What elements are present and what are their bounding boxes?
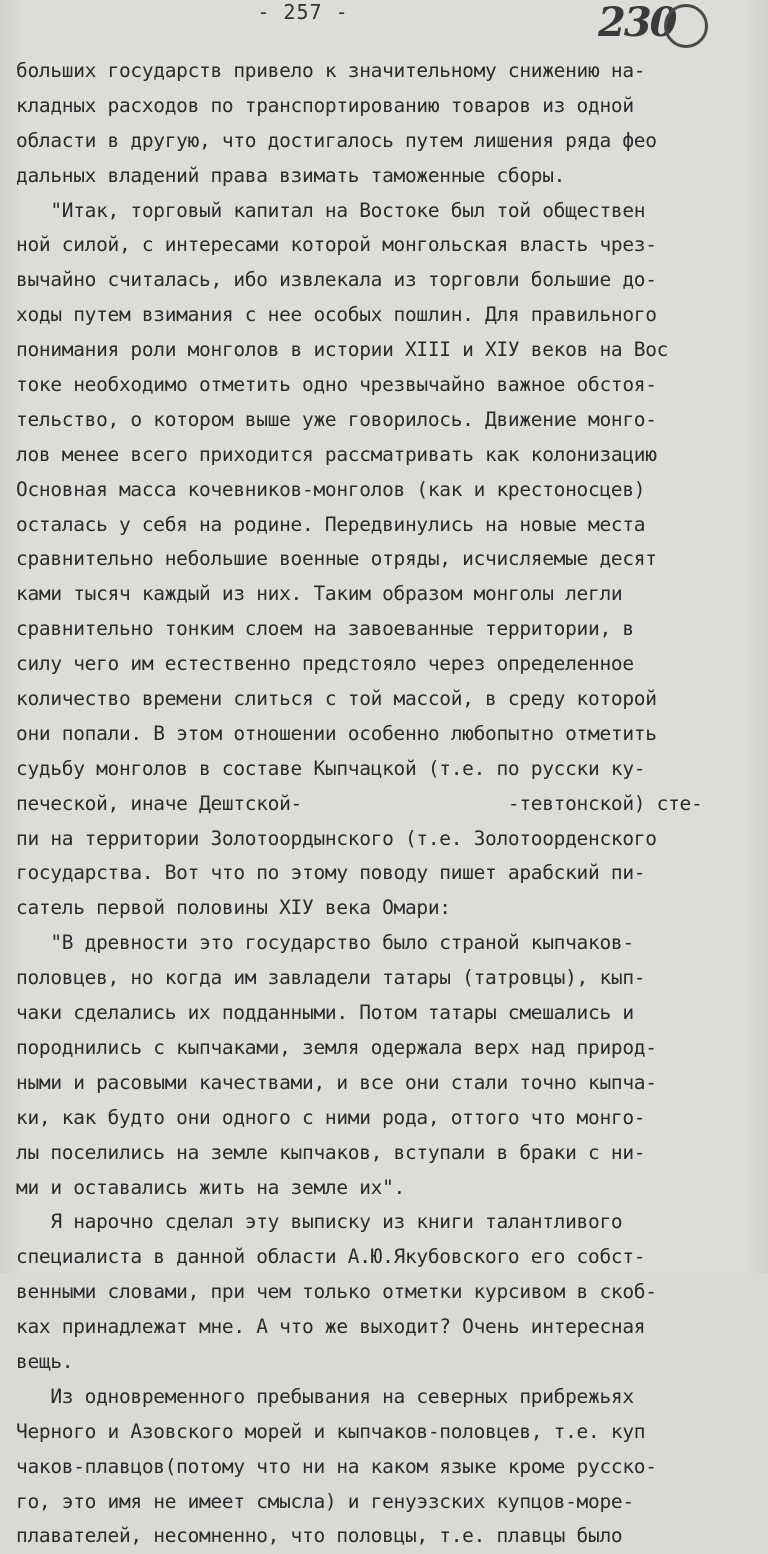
text-line: кладных расходов по транспортированию товаров из одной [16, 93, 634, 117]
text-line: лы поселились на земле кыпчаков, вступали в браки с ни- [16, 1140, 646, 1164]
text-line: сравнительно небольшие военные отряды, исчисляемые десят [16, 547, 657, 571]
text-line: чаки сделались их подданными. Потом татары смешались и [16, 1001, 634, 1025]
text-line: специалиста в данной области А.Ю.Якубовского его собст- [16, 1245, 646, 1269]
text-line: ходы путем взимания с нее особых пошлин. Для правильного [16, 303, 657, 327]
text-line: вещь. [16, 1349, 74, 1373]
archive-stamp-number [598, 0, 718, 46]
circle-mark-icon [664, 4, 708, 48]
text-line: больших государств привело к значительному снижению на- [16, 59, 646, 82]
text-line: ки, как будто они одного с ними рода, оттого что монго- [16, 1105, 646, 1129]
text-line: Я нарочно сделал эту выписку из книги талантливого [16, 1210, 623, 1234]
text-line: ными и расовыми качествами, и все они стали точно кыпча- [16, 1070, 657, 1094]
text-line: сатель первой половины XIУ века Омари: [16, 896, 451, 920]
page-number: - 257 - [257, 0, 349, 24]
text-line: сравнительно тонким слоем на завоеванные территории, в [16, 617, 634, 641]
text-line: дальных владений права взимать таможенные сборы. [16, 163, 566, 187]
text-line: ками тысяч каждый из них. Таким образом монголы легли [16, 582, 623, 606]
text-line: силу чего им естественно предстояло через определенное [16, 652, 634, 676]
text-line: пи на территории Золотоордынского (т.е. Золотоорденского [16, 826, 657, 850]
text-line: венными словами, при чем только отметки курсивом в скоб- [16, 1280, 657, 1304]
text-line: ках принадлежат мне. А что же выходит? Очень интересная [16, 1315, 646, 1339]
text-line: Основная масса кочевников-монголов (как и крестоносцев) [16, 477, 646, 501]
text-line: плавателей, несомненно, что половцы, т.е. плавцы было [16, 1524, 623, 1548]
text-line: половцев, но когда им завладели татары (татровцы), кып- [16, 966, 646, 990]
text-line: они попали. В этом отношении особенно любопытно отметить [16, 721, 657, 745]
typewritten-body [16, 54, 756, 1554]
text-line: понимания роли монголов в истории XIII и XIУ веков на Вос [16, 338, 669, 362]
text-line: "В древности это государство было страной кыпчаков- [16, 931, 634, 955]
text-line: лов менее всего приходится рассматривать как колонизацию [16, 442, 657, 466]
text-line: "Итак, торговый капитал на Востоке был той обществен [16, 198, 646, 222]
text-line: ной силой, с интересами которой монгольская власть чрез- [16, 233, 657, 257]
text-line: Черного и Азовского морей и кыпчаков-половцев, т.е. куп [16, 1419, 646, 1443]
text-line: судьбу монголов в составе Кыпчацкой (т.е. по русски ку- [16, 756, 646, 780]
text-line: количество времени слиться с той массой, в среду которой [16, 687, 657, 711]
text-line: государства. Вот что по этому поводу пишет арабский пи- [16, 861, 646, 885]
text-line: породнились с кыпчаками, земля одержала верх над природ- [16, 1035, 657, 1059]
text-line: области в другую, что достигалось путем лишения ряда фео [16, 128, 657, 152]
text-line: Из одновременного пребывания на северных прибрежьях [16, 1384, 634, 1408]
text-line: ми и оставались жить на земле их". [16, 1175, 405, 1199]
text-line: вычайно считалась, ибо извлекала из торговли большие до- [16, 268, 657, 292]
archive-number-text: 230 [598, 0, 676, 46]
text-line: токе необходимо отметить одно чрезвычайно важное обстоя- [16, 373, 657, 397]
text-line: чаков-плавцов(потому что ни на каком языке кроме русско- [16, 1454, 657, 1478]
text-line: печеской, иначе Дештской- -тевтонской) сте- [16, 791, 703, 815]
text-line: осталась у себя на родине. Передвинулись на новые места [16, 512, 646, 536]
text-line: го, это имя не имеет смысла) и генуэзских купцов-море- [16, 1489, 634, 1513]
text-line: тельство, о котором выше уже говорилось. Движение монго- [16, 407, 657, 431]
